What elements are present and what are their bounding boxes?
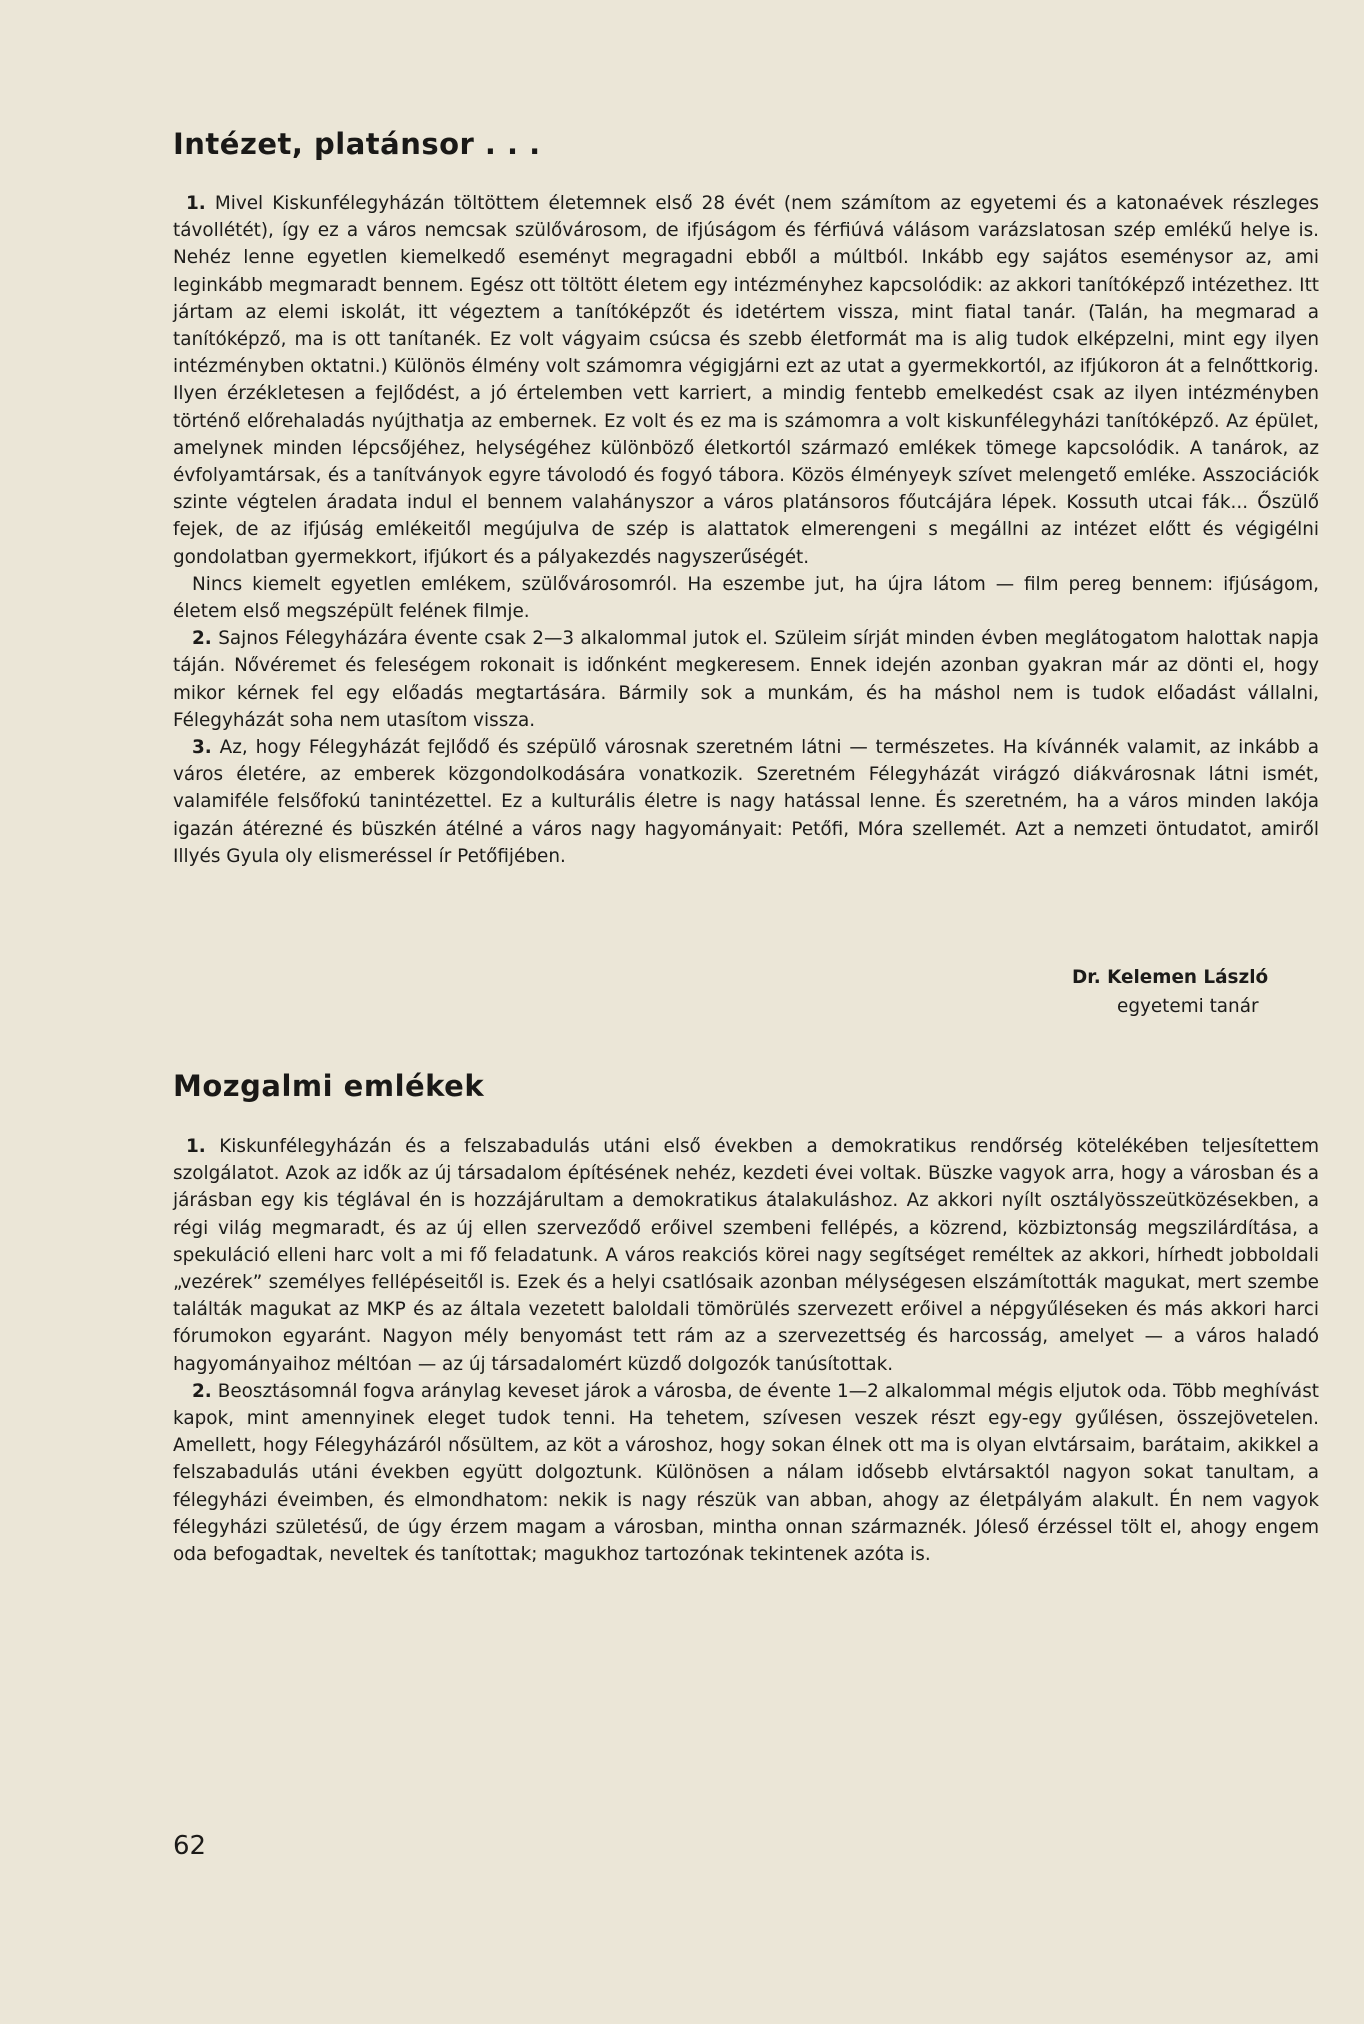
paragraph-1 (173, 1133, 1319, 1378)
paragraph-1 (173, 190, 1319, 571)
section-body-intezet (173, 190, 1319, 870)
paragraph-2 (173, 1378, 1319, 1568)
paragraph-text: Nincs kiemelt egyetlen emlékem, szülővárosomról. Ha eszembe jut, ha újra látom — film pereg bennem: ifjúságom, életem első megszépült felének filmje. (173, 573, 1319, 623)
paragraph-number: 1. (186, 193, 206, 214)
paragraph-text: Beosztásomnál fogva aránylag keveset járok a városba, de évente 1—2 alkalommal mégis eljutok oda. Több meghívást kapok, mint amennyinek eleget tudok tenni. Ha tehetem, szívesen veszek részt egy-egy gyűlésen, összejövetelen. Amellett, hogy Félegyházáról nősültem, az köt a városhoz, hogy sokan élnek ott ma is olyan elvtársaim, barátaim, akikkel a felszabadulás utáni években együtt dolgoztunk. Különösen a nálam idősebb elvtársaktól nagyon sokat tanultam, a félegyházi éveimben, és elmondhatom: nekik is nagy részük van abban, ahogy az életpályám alakult. Én nem vagyok félegyházi születésű, de úgy érzem magam a városban, mintha onnan származnék. Jóleső érzéssel tölt el, ahogy engem oda befogadtak, neveltek és tanítottak; magukhoz tartozónak tekintenek azóta is. (173, 1380, 1319, 1566)
paragraph-text: Sajnos Félegyházára évente csak 2—3 alkalommal jutok el. Szüleim sírját minden évben meglátogatom halottak napja táján. Nővéremet és feleségem rokonait is időnként megkeresem. Ennek idején azonban gyakran már az dönti el, hogy mikor kérnek fel egy előadás megtartására. Bármily sok a munkám, és ha máshol nem is tudok előadást vállalni, Félegyházát soha nem utasítom vissza. (173, 628, 1319, 731)
paragraph-number: 3. (192, 737, 212, 759)
paragraph-4 (173, 734, 1319, 870)
section-body-mozgalmi (173, 1133, 1319, 1568)
paragraph-3 (173, 625, 1319, 734)
section-title-intezet: Intézet, platánsor . . . (173, 127, 541, 161)
section-title-mozgalmi: Mozgalmi emlékek (173, 1069, 485, 1103)
paragraph-number: 1. (186, 1136, 206, 1157)
paragraph-text: Az, hogy Félegyházát fejlődő és szépülő városnak szeretném látni — természetes. Ha kívánnék valamit, az inkább a város életére, az emberek közgondolkodására vonatkozik. Szeretném Félegyházát virágzó diákvárosnak látni ismét, valamiféle felsőfokú tanintézettel. Ez a kulturális életre is nagy hatással lenne. És szeretném, ha a város minden lakója igazán átérezné és büszkén átélné a város nagy hagyományait: Petőfi, Móra szellemét. Azt a nemzeti öntudatot, amiről Illyés Gyula oly elismeréssel ír Petőfijében. (173, 737, 1319, 867)
paragraph-2 (173, 571, 1319, 625)
author-name: Dr. Kelemen László (1072, 967, 1269, 988)
paragraph-number: 2. (192, 1380, 212, 1402)
paragraph-text: Mivel Kiskunfélegyházán töltöttem életemnek első 28 évét (nem számítom az egyetemi és a katonaévek részleges távollétét), így ez a város nemcsak szülővárosom, de ifjúságom és férfiúvá válásom varázslatosan szép emlékű helye is. Nehéz lenne egyetlen kiemelkedő eseményt megragadni ebből a múltból. Inkább egy sajátos eseménysor az, ami leginkább megmaradt bennem. Egész ott töltött életem egy intézményhez kapcsolódik: az akkori tanítóképző intézethez. Itt jártam az elemi iskolát, itt végeztem a tanítóképzőt és idetértem vissza, mint fiatal tanár. (Talán, ha megmarad a tanítóképző, ma is ott tanítanék. Ez volt vágyaim csúcsa és szebb életformát ma is alig tudok elképzelni, mint egy ilyen intézményben oktatni.) Különös élmény volt számomra végigjárni ezt az utat a gyermekkortól, az ifjúkoron át a felnőttkorig. Ilyen érzékletesen a fejlődést, a jó értelemben vett karriert, a mindig fentebb emelkedést csak az ilyen intézményben történő előrehaladás nyújthatja az embernek. Ez volt és ez ma is számomra a volt kiskunfélegyházi tanítóképző. Az épület, amelynek minden lépcsőjéhez, helységéhez különböző életkortól származó emlékek tömege kapcsolódik. A tanárok, az évfolyamtársak, és a tanítványok egyre távolodó és fogyó tábora. Közös élményeyk szívet melengető emléke. Asszociációk szinte végtelen áradata indul el bennem valahányszor a város platánsoros főutcájára lépek. Kossuth utcai fák... Őszülő fejek, de az ifjúság emlékeitől megújulva de szép is alattatok elmerengeni s megállni az intézet előtt és végigélni gondolatban gyermekkort, ifjúkort és a pályakezdés nagyszerűségét. (173, 193, 1319, 568)
page-number: 62 (173, 1831, 207, 1861)
paragraph-text: Kiskunfélegyházán és a felszabadulás utáni első években a demokratikus rendőrség kötelékében teljesítettem szolgálatot. Azok az idők az új társadalom építésének nehéz, kezdeti évei voltak. Büszke vagyok arra, hogy a városban és a járásban egy kis téglával én is hozzájárultam a demokratikus átalakuláshoz. Az akkori nyílt osztályösszeütközésekben, a régi világ megmaradt, és az új ellen szerveződő erőivel szembeni fellépés, a közrend, közbiztonság megszilárdítása, a spekuláció elleni harc volt a mi fő feladatunk. A város reakciós körei nagy segítséget reméltek az akkori, hírhedt jobboldali „vezérek” személyes fellépéseitől is. Ezek és a helyi csatlósaik azonban mélységesen elszámították magukat, mert szembe találták magukat az MKP és az általa vezetett baloldali tömörülés szervezett erőivel a népgyűléseken és más akkori harci fórumokon egyaránt. Nagyon mély benyomást tett rám az a szervezettség és harcosság, amelyet — a város haladó hagyományaihoz méltóan — az új társadalomért küzdő dolgozók tanúsítottak. (173, 1136, 1319, 1375)
author-role: egyetemi tanár (1117, 996, 1259, 1017)
paragraph-number: 2. (192, 628, 212, 650)
